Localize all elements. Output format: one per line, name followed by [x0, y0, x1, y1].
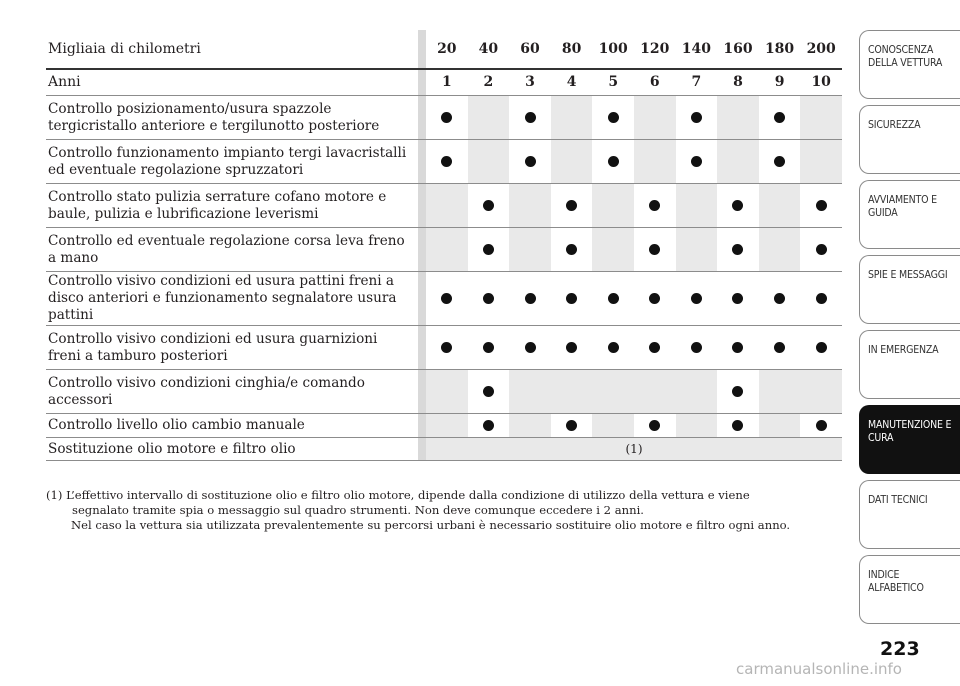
- empty-cell: [759, 228, 801, 272]
- km-header-cell: 200: [800, 30, 842, 69]
- bullet-dot-icon: [483, 342, 494, 353]
- row-label: Controllo visivo condizioni ed usura guarnizioni freni a tamburo posteriori: [46, 326, 418, 370]
- empty-cell: [509, 184, 551, 228]
- check-dot-cell: [634, 326, 676, 370]
- empty-cell: [551, 140, 593, 184]
- empty-cell: [634, 140, 676, 184]
- bullet-dot-icon: [691, 342, 702, 353]
- check-dot-cell: [426, 96, 468, 140]
- bullet-dot-icon: [525, 156, 536, 167]
- bullet-dot-icon: [525, 293, 536, 304]
- empty-cell: [676, 228, 718, 272]
- years-header-row: [46, 69, 842, 96]
- bullet-dot-icon: [525, 112, 536, 123]
- row-label: Controllo ed eventuale regolazione corsa leva freno a mano: [46, 228, 418, 272]
- table-row: [46, 96, 842, 140]
- empty-cell: [509, 414, 551, 438]
- bullet-dot-icon: [732, 293, 743, 304]
- bullet-dot-icon: [732, 200, 743, 211]
- empty-cell: [592, 370, 634, 414]
- check-dot-cell: [426, 272, 468, 326]
- table-row: [46, 370, 842, 414]
- years-header-cell: 10: [800, 69, 842, 96]
- row-label: Controllo stato pulizia serrature cofano motore e baule, pulizia e lubrificazione leverismi: [46, 184, 418, 228]
- sidebar-tab[interactable]: IN EMERGENZA: [859, 330, 960, 399]
- row-label: Sostituzione olio motore e filtro olio: [46, 438, 418, 461]
- km-header-cell: 80: [551, 30, 593, 69]
- check-dot-cell: [634, 228, 676, 272]
- check-dot-cell: [759, 326, 801, 370]
- check-dot-cell: [551, 184, 593, 228]
- bullet-dot-icon: [566, 342, 577, 353]
- check-dot-cell: [800, 272, 842, 326]
- row-label: Controllo funzionamento impianto tergi lavacristalli ed eventuale regolazione spruzzatori: [46, 140, 418, 184]
- bullet-dot-icon: [566, 420, 577, 431]
- check-dot-cell: [676, 326, 718, 370]
- empty-cell: [551, 370, 593, 414]
- bullet-dot-icon: [774, 112, 785, 123]
- bullet-dot-icon: [816, 293, 827, 304]
- km-header-cell: 20: [426, 30, 468, 69]
- bullet-dot-icon: [649, 200, 660, 211]
- check-dot-cell: [468, 370, 510, 414]
- years-header-cell: 2: [468, 69, 510, 96]
- bullet-dot-icon: [816, 200, 827, 211]
- empty-cell: [717, 96, 759, 140]
- bullet-dot-icon: [483, 386, 494, 397]
- km-header-cell: 60: [509, 30, 551, 69]
- check-dot-cell: [426, 326, 468, 370]
- check-dot-cell: [509, 96, 551, 140]
- empty-cell: [676, 414, 718, 438]
- empty-cell: [634, 96, 676, 140]
- check-dot-cell: [551, 228, 593, 272]
- bullet-dot-icon: [525, 342, 536, 353]
- check-dot-cell: [509, 140, 551, 184]
- empty-cell: [676, 184, 718, 228]
- check-dot-cell: [717, 184, 759, 228]
- maintenance-table: [46, 30, 842, 461]
- footnote-reference: (1): [426, 438, 842, 461]
- check-dot-cell: [468, 228, 510, 272]
- check-dot-cell: [717, 414, 759, 438]
- empty-cell: [509, 228, 551, 272]
- empty-cell: [800, 370, 842, 414]
- years-header-label: Anni: [46, 69, 418, 96]
- bullet-dot-icon: [483, 244, 494, 255]
- empty-cell: [592, 414, 634, 438]
- column-separator: [418, 370, 426, 414]
- empty-cell: [426, 184, 468, 228]
- bullet-dot-icon: [608, 342, 619, 353]
- bullet-dot-icon: [441, 342, 452, 353]
- table-row: [46, 326, 842, 370]
- check-dot-cell: [800, 326, 842, 370]
- column-separator: [418, 414, 426, 438]
- bullet-dot-icon: [608, 112, 619, 123]
- row-label: Controllo livello olio cambio manuale: [46, 414, 418, 438]
- check-dot-cell: [759, 96, 801, 140]
- bullet-dot-icon: [691, 156, 702, 167]
- check-dot-cell: [717, 228, 759, 272]
- column-separator: [418, 272, 426, 326]
- km-header-cell: 140: [676, 30, 718, 69]
- table-row: [46, 272, 842, 326]
- bullet-dot-icon: [608, 293, 619, 304]
- empty-cell: [426, 414, 468, 438]
- check-dot-cell: [592, 326, 634, 370]
- check-dot-cell: [426, 140, 468, 184]
- empty-cell: [468, 96, 510, 140]
- check-dot-cell: [759, 272, 801, 326]
- sidebar-tab[interactable]: MANUTENZIONE E CURA: [859, 405, 960, 474]
- km-header-cell: 40: [468, 30, 510, 69]
- km-header-cell: 120: [634, 30, 676, 69]
- bullet-dot-icon: [732, 386, 743, 397]
- check-dot-cell: [592, 272, 634, 326]
- table-body: [46, 96, 842, 461]
- bullet-dot-icon: [483, 200, 494, 211]
- check-dot-cell: [509, 326, 551, 370]
- bullet-dot-icon: [483, 293, 494, 304]
- sidebar-tab[interactable]: INDICE ALFABETICO: [859, 555, 960, 624]
- check-dot-cell: [759, 140, 801, 184]
- km-header-cell: 160: [717, 30, 759, 69]
- bullet-dot-icon: [649, 244, 660, 255]
- watermark: carmanualsonline.info: [736, 660, 902, 678]
- column-separator: [418, 326, 426, 370]
- bullet-dot-icon: [732, 420, 743, 431]
- km-header-row: [46, 30, 842, 69]
- footnote: [46, 488, 836, 533]
- check-dot-cell: [800, 414, 842, 438]
- check-dot-cell: [676, 96, 718, 140]
- empty-cell: [468, 140, 510, 184]
- years-header-cell: 4: [551, 69, 593, 96]
- bullet-dot-icon: [816, 244, 827, 255]
- bullet-dot-icon: [691, 293, 702, 304]
- check-dot-cell: [800, 184, 842, 228]
- bullet-dot-icon: [691, 112, 702, 123]
- empty-cell: [800, 140, 842, 184]
- empty-cell: [717, 140, 759, 184]
- bullet-dot-icon: [649, 293, 660, 304]
- row-label: Controllo posizionamento/usura spazzole tergicristallo anteriore e tergilunotto posteriore: [46, 96, 418, 140]
- sidebar-tab[interactable]: DATI TECNICI: [859, 480, 960, 549]
- bullet-dot-icon: [608, 156, 619, 167]
- chapter-sidebar: [859, 30, 960, 630]
- column-separator: [418, 140, 426, 184]
- table-row: [46, 228, 842, 272]
- bullet-dot-icon: [566, 244, 577, 255]
- bullet-dot-icon: [774, 342, 785, 353]
- check-dot-cell: [468, 326, 510, 370]
- bullet-dot-icon: [566, 200, 577, 211]
- sidebar-tab[interactable]: SPIE E MESSAGGI: [859, 255, 960, 324]
- column-separator: [418, 228, 426, 272]
- check-dot-cell: [800, 228, 842, 272]
- years-header-cell: 3: [509, 69, 551, 96]
- empty-cell: [759, 370, 801, 414]
- empty-cell: [592, 184, 634, 228]
- footnote-line: Nel caso la vettura sia utilizzata prevalentemente su percorsi urbani è necessario sostituire olio motore e filtro ogni anno.: [71, 518, 791, 532]
- row-label: Controllo visivo condizioni cinghia/e comando accessori: [46, 370, 418, 414]
- years-header-cell: 8: [717, 69, 759, 96]
- years-header-cell: 6: [634, 69, 676, 96]
- check-dot-cell: [551, 414, 593, 438]
- check-dot-cell: [468, 272, 510, 326]
- empty-cell: [634, 370, 676, 414]
- column-separator: [418, 184, 426, 228]
- check-dot-cell: [468, 414, 510, 438]
- check-dot-cell: [592, 96, 634, 140]
- empty-cell: [426, 228, 468, 272]
- table-row: [46, 414, 842, 438]
- check-dot-cell: [634, 272, 676, 326]
- column-separator: [418, 30, 426, 69]
- empty-cell: [676, 370, 718, 414]
- column-separator: [418, 96, 426, 140]
- years-header-cell: 5: [592, 69, 634, 96]
- check-dot-cell: [551, 326, 593, 370]
- check-dot-cell: [551, 272, 593, 326]
- check-dot-cell: [717, 370, 759, 414]
- check-dot-cell: [676, 140, 718, 184]
- km-header-cell: 180: [759, 30, 801, 69]
- empty-cell: [551, 96, 593, 140]
- empty-cell: [426, 370, 468, 414]
- page-number: 223: [880, 638, 920, 660]
- table-row: [46, 140, 842, 184]
- bullet-dot-icon: [816, 420, 827, 431]
- bullet-dot-icon: [774, 293, 785, 304]
- bullet-dot-icon: [649, 342, 660, 353]
- footnote-line: segnalato tramite spia o messaggio sul quadro strumenti. Non deve comunque eccedere i 2 anni.: [72, 503, 644, 517]
- check-dot-cell: [468, 184, 510, 228]
- bullet-dot-icon: [816, 342, 827, 353]
- km-header-cell: 100: [592, 30, 634, 69]
- check-dot-cell: [634, 414, 676, 438]
- bullet-dot-icon: [483, 420, 494, 431]
- table-row: [46, 184, 842, 228]
- years-header-cell: 1: [426, 69, 468, 96]
- footnote-line: (1) L’effettivo intervallo di sostituzione olio e filtro olio motore, dipende dalla condizione di utilizzo della vettura e viene: [46, 488, 750, 502]
- bullet-dot-icon: [732, 342, 743, 353]
- row-label: Controllo visivo condizioni ed usura pattini freni a disco anteriori e funzionamento segnalatore usura pattini: [46, 272, 418, 326]
- column-separator: [418, 438, 426, 461]
- bullet-dot-icon: [649, 420, 660, 431]
- check-dot-cell: [509, 272, 551, 326]
- bullet-dot-icon: [566, 293, 577, 304]
- table-row: [46, 438, 842, 461]
- years-header-cell: 9: [759, 69, 801, 96]
- empty-cell: [759, 184, 801, 228]
- bullet-dot-icon: [732, 244, 743, 255]
- bullet-dot-icon: [441, 156, 452, 167]
- check-dot-cell: [717, 326, 759, 370]
- empty-cell: [759, 414, 801, 438]
- bullet-dot-icon: [441, 293, 452, 304]
- check-dot-cell: [717, 272, 759, 326]
- years-header-cell: 7: [676, 69, 718, 96]
- empty-cell: [509, 370, 551, 414]
- check-dot-cell: [634, 184, 676, 228]
- empty-cell: [800, 96, 842, 140]
- column-separator: [418, 69, 426, 96]
- sidebar-tab[interactable]: CONOSCENZA DELLA VETTURA: [859, 30, 960, 99]
- sidebar-tab[interactable]: AVVIAMENTO E GUIDA: [859, 180, 960, 249]
- empty-cell: [592, 228, 634, 272]
- bullet-dot-icon: [774, 156, 785, 167]
- check-dot-cell: [676, 272, 718, 326]
- bullet-dot-icon: [441, 112, 452, 123]
- km-header-label: Migliaia di chilometri: [46, 30, 418, 69]
- check-dot-cell: [592, 140, 634, 184]
- sidebar-tab[interactable]: SICUREZZA: [859, 105, 960, 174]
